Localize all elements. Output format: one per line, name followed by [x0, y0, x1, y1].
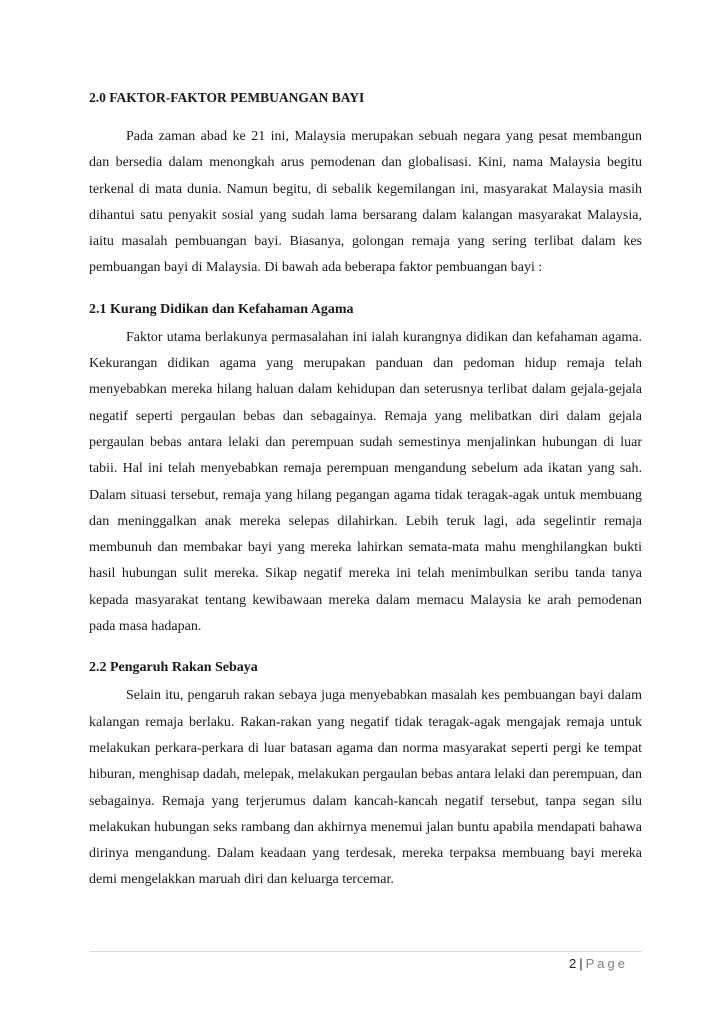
- section-paragraph-2-1: Faktor utama berlakunya permasalahan ini ialah kurangnya didikan dan kefahaman agama. Kekurangan didikan agama yang merupakan panduan dan pedoman hidup remaja telah menyebabkan mereka hilang haluan dalam kehidupan dan seterusnya terlibat dalam gejala-gejala negatif seperti pergaulan bebas dan sebagainya. Remaja yang melibatkan diri dalam gejala pergaulan bebas antara lelaki dan perempuan sudah semestinya menjalinkan hubungan di luar tabii. Hal ini telah menyebabkan remaja perempuan mengandung sebelum ada ikatan yang sah. Dalam situasi tersebut, remaja yang hilang pegangan agama tidak teragak-agak untuk membuang dan meninggalkan anak mereka selepas dilahirkan. Lebih teruk lagi, ada segelintir remaja membunuh dan membakar bayi yang mereka lahirkan semata-mata mahu menghilangkan bukti hasil hubungan sulit mereka. Sikap negatif mereka ini telah menimbulkan seribu tanda tanya kepada masyarakat tentang kewibawaan mereka dalam memacu Malaysia ke arah pemodenan pada masa hadapan.: [89, 329, 642, 635]
- document-body: [89, 88, 642, 894]
- page-word: Page: [585, 956, 628, 971]
- footer-separator: |: [579, 956, 583, 971]
- section-paragraph-2-2: Selain itu, pengaruh rakan sebaya juga menyebabkan masalah kes pembuangan bayi dalam kalangan remaja berlaku. Rakan-rakan yang negatif tidak teragak-agak mengajak remaja untuk melakukan perkara-perkara di luar batasan agama dan norma masyarakat seperti pergi ke tempat hiburan, menghisap dadah, melepak, melakukan pergaulan bebas antara lelaki dan perempuan, dan sebagainya. Remaja yang terjerumus dalam kancah-kancah negatif tersebut, tanpa segan silu melakukan hubungan seks rambang dan akhirnya menemui jalan buntu apabila mendapati bahawa dirinya mengandung. Dalam keadaan yang terdesak, mereka terpaksa membuang bayi mereka demi mengelakkan maruah diri dan keluarga tercemar.: [89, 688, 642, 888]
- section-heading-2-2: 2.2 Pengaruh Rakan Sebaya: [89, 660, 258, 676]
- section-heading-2-1: 2.1 Kurang Didikan dan Kefahaman Agama: [89, 301, 354, 317]
- page-footer: [89, 951, 642, 976]
- intro-paragraph: Pada zaman abad ke 21 ini, Malaysia merupakan sebuah negara yang pesat membangun dan bersedia dalam menongkah arus pemodenan dan globalisasi. Kini, nama Malaysia begitu terkenal di mata dunia. Namun begitu, di sebalik kegemilangan ini, masyarakat Malaysia masih dihantui satu penyakit sosial yang sudah lama bersarang dalam kalangan masyarakat Malaysia, iaitu masalah pembuangan bayi. Biasanya, golongan remaja yang sering terlibat dalam kes pembuangan bayi di Malaysia. Di bawah ada beberapa faktor pembuangan bayi :: [89, 129, 642, 276]
- page-number-label: [569, 956, 628, 971]
- page-number: 2: [569, 956, 577, 971]
- main-heading: 2.0 FAKTOR-FAKTOR PEMBUANGAN BAYI: [89, 90, 365, 105]
